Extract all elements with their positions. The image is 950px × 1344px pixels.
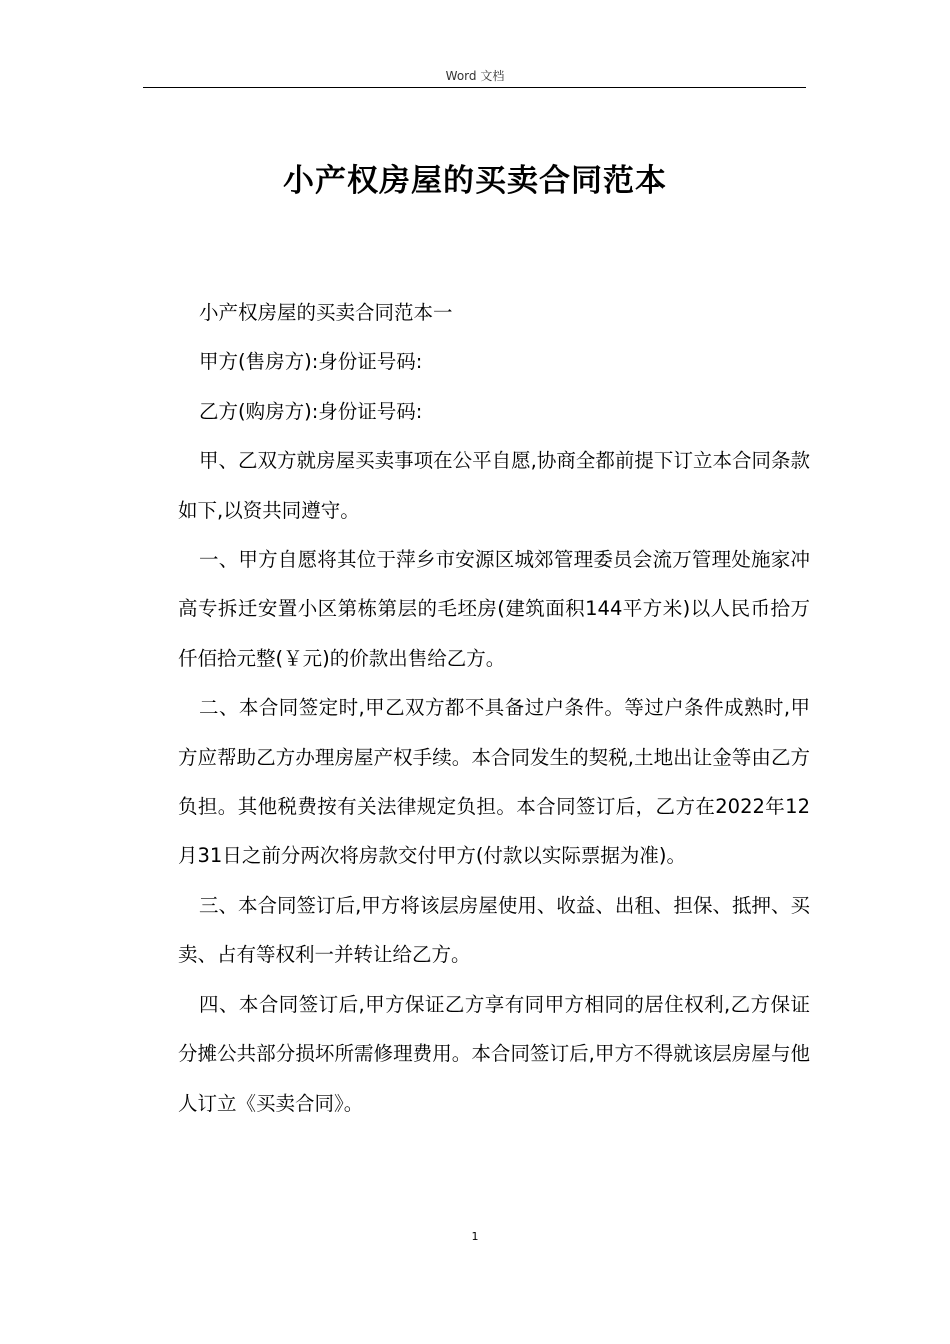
paragraph: 三、本合同签订后,甲方将该层房屋使用、收益、出租、担保、抵押、买卖、占有等权利一并转让给乙方。 (178, 893, 810, 967)
header-divider (143, 87, 806, 88)
page-number: 1 (471, 1230, 479, 1243)
document-title: 小产权房屋的买卖合同范本 (283, 163, 667, 199)
paragraph: 甲、乙双方就房屋买卖事项在公平自愿,协商全都前提下订立本合同条款如下,以资共同遵守。 (178, 449, 810, 522)
paragraph: 四、本合同签订后,甲方保证乙方享有同甲方相同的居住权利,乙方保证分摊公共部分损坏所需修理费用。本合同签订后,甲方不得就该层房屋与他人订立《买卖合同》。 (178, 992, 810, 1115)
paragraph: 二、本合同签定时,甲乙双方都不具备过户条件。等过户条件成熟时,甲方应帮助乙方办理房屋产权手续。本合同发生的契税,土地出让金等由乙方负担。其他税费按有关法律规定负担。本合同签订后，乙方在2022年12月31日之前分两次将房款交付甲方(付款以实际票据为准)。 (178, 696, 810, 868)
paragraph: 甲方(售房方):身份证号码: (199, 350, 423, 374)
document-body (178, 288, 810, 1128)
paragraph: 乙方(购房方):身份证号码: (199, 399, 423, 423)
paragraph: 一、甲方自愿将其位于萍乡市安源区城郊管理委员会流万管理处施家冲高专拆迁安置小区第栋第层的毛坯房(建筑面积144平方米)以人民币拾万仟佰拾元整(￥元)的价款出售给乙方。 (178, 548, 810, 670)
paragraph: 小产权房屋的买卖合同范本一 (199, 301, 453, 324)
page-header-label: Word 文档 (445, 69, 505, 83)
